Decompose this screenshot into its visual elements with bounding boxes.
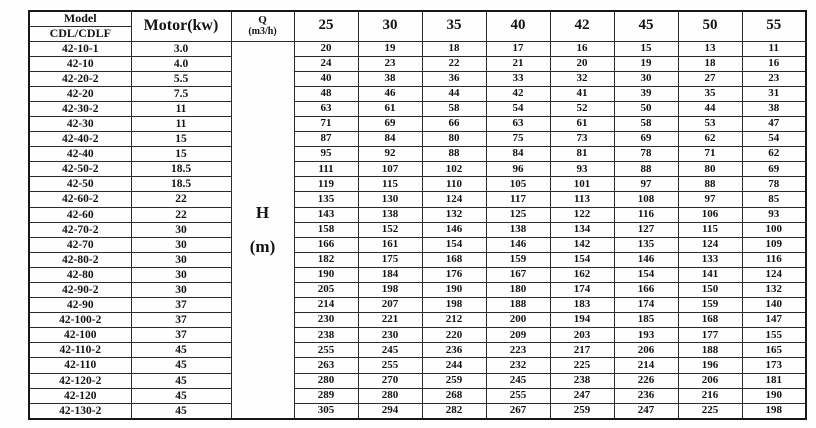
head-value-cell: 42 bbox=[486, 86, 550, 101]
flow-q-header bbox=[231, 11, 294, 41]
head-value-cell: 23 bbox=[742, 71, 806, 86]
model-cell: 42-90-2 bbox=[29, 283, 131, 298]
table-row bbox=[29, 252, 806, 267]
table-row bbox=[29, 388, 806, 403]
flow-column-header-50: 50 bbox=[678, 11, 742, 41]
head-value-cell: 225 bbox=[550, 358, 614, 373]
table-row bbox=[29, 207, 806, 222]
table-row bbox=[29, 162, 806, 177]
head-value-cell: 17 bbox=[486, 41, 550, 56]
head-value-cell: 280 bbox=[294, 373, 358, 388]
table-row bbox=[29, 328, 806, 343]
motor-kw-cell: 30 bbox=[131, 283, 231, 298]
head-value-cell: 282 bbox=[422, 403, 486, 419]
motor-kw-cell: 37 bbox=[131, 313, 231, 328]
head-value-cell: 245 bbox=[486, 373, 550, 388]
head-value-cell: 36 bbox=[422, 71, 486, 86]
head-value-cell: 30 bbox=[614, 71, 678, 86]
motor-kw-cell: 18.5 bbox=[131, 177, 231, 192]
flow-column-header-30: 30 bbox=[358, 11, 422, 41]
head-value-cell: 116 bbox=[742, 252, 806, 267]
head-value-cell: 124 bbox=[742, 267, 806, 282]
head-value-cell: 232 bbox=[486, 358, 550, 373]
head-value-cell: 223 bbox=[486, 343, 550, 358]
head-value-cell: 20 bbox=[550, 56, 614, 71]
table-row bbox=[29, 358, 806, 373]
model-cell: 42-60-2 bbox=[29, 192, 131, 207]
head-value-cell: 207 bbox=[358, 298, 422, 313]
model-cell: 42-60 bbox=[29, 207, 131, 222]
head-value-cell: 270 bbox=[358, 373, 422, 388]
head-value-cell: 194 bbox=[550, 313, 614, 328]
head-value-cell: 88 bbox=[614, 162, 678, 177]
motor-kw-cell: 11 bbox=[131, 116, 231, 131]
head-value-cell: 140 bbox=[742, 298, 806, 313]
head-value-cell: 216 bbox=[678, 388, 742, 403]
motor-kw-cell: 15 bbox=[131, 147, 231, 162]
model-cell: 42-80 bbox=[29, 267, 131, 282]
head-value-cell: 53 bbox=[678, 116, 742, 131]
head-value-cell: 132 bbox=[742, 283, 806, 298]
motor-kw-cell: 3.0 bbox=[131, 41, 231, 56]
head-value-cell: 159 bbox=[678, 298, 742, 313]
head-value-cell: 22 bbox=[422, 56, 486, 71]
head-value-cell: 263 bbox=[294, 358, 358, 373]
table-row bbox=[29, 403, 806, 419]
head-value-cell: 226 bbox=[614, 373, 678, 388]
head-value-cell: 143 bbox=[294, 207, 358, 222]
head-value-cell: 138 bbox=[358, 207, 422, 222]
head-value-cell: 247 bbox=[614, 403, 678, 419]
head-value-cell: 135 bbox=[294, 192, 358, 207]
head-value-cell: 50 bbox=[614, 101, 678, 116]
head-value-cell: 244 bbox=[422, 358, 486, 373]
head-value-cell: 35 bbox=[678, 86, 742, 101]
head-value-cell: 80 bbox=[422, 132, 486, 147]
flow-column-header-35: 35 bbox=[422, 11, 486, 41]
motor-kw-cell: 30 bbox=[131, 237, 231, 252]
head-value-cell: 88 bbox=[678, 177, 742, 192]
head-value-cell: 173 bbox=[742, 358, 806, 373]
head-value-cell: 154 bbox=[614, 267, 678, 282]
head-value-cell: 109 bbox=[742, 237, 806, 252]
head-value-cell: 18 bbox=[678, 56, 742, 71]
head-value-cell: 188 bbox=[486, 298, 550, 313]
head-value-cell: 152 bbox=[358, 222, 422, 237]
head-value-cell: 54 bbox=[742, 132, 806, 147]
head-value-cell: 217 bbox=[550, 343, 614, 358]
head-value-cell: 236 bbox=[614, 388, 678, 403]
head-value-cell: 214 bbox=[294, 298, 358, 313]
head-value-cell: 142 bbox=[550, 237, 614, 252]
head-value-cell: 62 bbox=[678, 132, 742, 147]
head-value-cell: 198 bbox=[358, 283, 422, 298]
head-value-cell: 174 bbox=[550, 283, 614, 298]
head-value-cell: 294 bbox=[358, 403, 422, 419]
motor-kw-cell: 18.5 bbox=[131, 162, 231, 177]
head-value-cell: 130 bbox=[358, 192, 422, 207]
head-value-cell: 181 bbox=[742, 373, 806, 388]
head-value-cell: 230 bbox=[358, 328, 422, 343]
head-value-cell: 147 bbox=[742, 313, 806, 328]
head-value-cell: 259 bbox=[422, 373, 486, 388]
table-header bbox=[29, 11, 806, 41]
head-value-cell: 206 bbox=[678, 373, 742, 388]
head-value-cell: 280 bbox=[358, 388, 422, 403]
model-cell: 42-30-2 bbox=[29, 101, 131, 116]
head-value-cell: 190 bbox=[422, 283, 486, 298]
head-value-cell: 116 bbox=[614, 207, 678, 222]
table-row bbox=[29, 41, 806, 56]
head-value-cell: 61 bbox=[358, 101, 422, 116]
table-row bbox=[29, 147, 806, 162]
motor-kw-cell: 45 bbox=[131, 388, 231, 403]
head-value-cell: 97 bbox=[614, 177, 678, 192]
head-value-cell: 15 bbox=[614, 41, 678, 56]
head-unit-label bbox=[231, 41, 294, 419]
head-value-cell: 183 bbox=[550, 298, 614, 313]
head-value-cell: 124 bbox=[422, 192, 486, 207]
head-value-cell: 78 bbox=[614, 147, 678, 162]
head-value-cell: 159 bbox=[486, 252, 550, 267]
motor-kw-cell: 37 bbox=[131, 328, 231, 343]
head-value-cell: 150 bbox=[678, 283, 742, 298]
head-value-cell: 245 bbox=[358, 343, 422, 358]
head-value-cell: 190 bbox=[294, 267, 358, 282]
head-value-cell: 209 bbox=[486, 328, 550, 343]
model-cell: 42-10 bbox=[29, 56, 131, 71]
head-value-cell: 38 bbox=[358, 71, 422, 86]
head-value-cell: 255 bbox=[294, 343, 358, 358]
table-row bbox=[29, 313, 806, 328]
head-value-cell: 212 bbox=[422, 313, 486, 328]
head-value-cell: 63 bbox=[486, 116, 550, 131]
head-value-cell: 115 bbox=[358, 177, 422, 192]
motor-kw-cell: 37 bbox=[131, 298, 231, 313]
model-cell: 42-100-2 bbox=[29, 313, 131, 328]
head-value-cell: 21 bbox=[486, 56, 550, 71]
head-value-cell: 73 bbox=[550, 132, 614, 147]
head-value-cell: 85 bbox=[742, 192, 806, 207]
head-value-cell: 16 bbox=[742, 56, 806, 71]
model-cell: 42-40 bbox=[29, 147, 131, 162]
head-value-cell: 110 bbox=[422, 177, 486, 192]
head-value-cell: 27 bbox=[678, 71, 742, 86]
head-value-cell: 198 bbox=[422, 298, 486, 313]
motor-kw-cell: 7.5 bbox=[131, 86, 231, 101]
head-value-cell: 78 bbox=[742, 177, 806, 192]
head-value-cell: 165 bbox=[742, 343, 806, 358]
head-value-cell: 16 bbox=[550, 41, 614, 56]
head-value-cell: 198 bbox=[742, 403, 806, 419]
model-cell: 42-20 bbox=[29, 86, 131, 101]
head-value-cell: 44 bbox=[678, 101, 742, 116]
table-row bbox=[29, 222, 806, 237]
table-row bbox=[29, 192, 806, 207]
head-value-cell: 40 bbox=[294, 71, 358, 86]
head-value-cell: 63 bbox=[294, 101, 358, 116]
table-row bbox=[29, 373, 806, 388]
head-value-cell: 31 bbox=[742, 86, 806, 101]
head-value-cell: 87 bbox=[294, 132, 358, 147]
head-value-cell: 203 bbox=[550, 328, 614, 343]
model-cell: 42-100 bbox=[29, 328, 131, 343]
head-value-cell: 108 bbox=[614, 192, 678, 207]
motor-kw-cell: 45 bbox=[131, 343, 231, 358]
head-value-cell: 32 bbox=[550, 71, 614, 86]
head-value-cell: 305 bbox=[294, 403, 358, 419]
motor-kw-cell: 5.5 bbox=[131, 71, 231, 86]
head-value-cell: 138 bbox=[486, 222, 550, 237]
head-value-cell: 255 bbox=[486, 388, 550, 403]
head-value-cell: 13 bbox=[678, 41, 742, 56]
head-value-cell: 180 bbox=[486, 283, 550, 298]
h-symbol-label: H bbox=[255, 202, 270, 222]
model-cell: 42-20-2 bbox=[29, 71, 131, 86]
head-value-cell: 81 bbox=[550, 147, 614, 162]
head-value-cell: 115 bbox=[678, 222, 742, 237]
head-value-cell: 107 bbox=[358, 162, 422, 177]
head-value-cell: 66 bbox=[422, 116, 486, 131]
head-value-cell: 174 bbox=[614, 298, 678, 313]
head-value-cell: 175 bbox=[358, 252, 422, 267]
head-value-cell: 247 bbox=[550, 388, 614, 403]
head-value-cell: 155 bbox=[742, 328, 806, 343]
head-value-cell: 230 bbox=[294, 313, 358, 328]
head-value-cell: 38 bbox=[742, 101, 806, 116]
head-value-cell: 146 bbox=[486, 237, 550, 252]
head-value-cell: 80 bbox=[678, 162, 742, 177]
head-value-cell: 225 bbox=[678, 403, 742, 419]
head-value-cell: 92 bbox=[358, 147, 422, 162]
motor-kw-cell: 22 bbox=[131, 207, 231, 222]
table-row bbox=[29, 267, 806, 282]
model-cell: 42-50 bbox=[29, 177, 131, 192]
head-value-cell: 102 bbox=[422, 162, 486, 177]
head-value-cell: 71 bbox=[678, 147, 742, 162]
model-series-header: CDL/CDLF bbox=[29, 26, 131, 41]
head-value-cell: 46 bbox=[358, 86, 422, 101]
head-value-cell: 75 bbox=[486, 132, 550, 147]
head-value-cell: 111 bbox=[294, 162, 358, 177]
head-value-cell: 193 bbox=[614, 328, 678, 343]
head-value-cell: 177 bbox=[678, 328, 742, 343]
head-value-cell: 71 bbox=[294, 116, 358, 131]
model-cell: 42-70 bbox=[29, 237, 131, 252]
flow-column-header-45: 45 bbox=[614, 11, 678, 41]
head-value-cell: 58 bbox=[422, 101, 486, 116]
table-row bbox=[29, 86, 806, 101]
head-value-cell: 206 bbox=[614, 343, 678, 358]
head-value-cell: 255 bbox=[358, 358, 422, 373]
head-value-cell: 214 bbox=[614, 358, 678, 373]
model-cell: 42-120 bbox=[29, 388, 131, 403]
model-cell: 42-40-2 bbox=[29, 132, 131, 147]
head-value-cell: 54 bbox=[486, 101, 550, 116]
table-row bbox=[29, 283, 806, 298]
q-symbol-label: Q bbox=[258, 14, 267, 27]
head-value-cell: 23 bbox=[358, 56, 422, 71]
head-value-cell: 166 bbox=[614, 283, 678, 298]
head-value-cell: 238 bbox=[294, 328, 358, 343]
motor-kw-cell: 30 bbox=[131, 267, 231, 282]
head-value-cell: 47 bbox=[742, 116, 806, 131]
head-value-cell: 185 bbox=[614, 313, 678, 328]
head-value-cell: 69 bbox=[358, 116, 422, 131]
motor-kw-cell: 11 bbox=[131, 101, 231, 116]
table-row bbox=[29, 56, 806, 71]
head-value-cell: 19 bbox=[614, 56, 678, 71]
head-value-cell: 141 bbox=[678, 267, 742, 282]
head-value-cell: 196 bbox=[678, 358, 742, 373]
head-value-cell: 93 bbox=[742, 207, 806, 222]
model-cell: 42-30 bbox=[29, 116, 131, 131]
head-value-cell: 41 bbox=[550, 86, 614, 101]
motor-kw-cell: 30 bbox=[131, 222, 231, 237]
table-row bbox=[29, 177, 806, 192]
head-value-cell: 105 bbox=[486, 177, 550, 192]
head-value-cell: 18 bbox=[422, 41, 486, 56]
model-cell: 42-80-2 bbox=[29, 252, 131, 267]
head-value-cell: 259 bbox=[550, 403, 614, 419]
motor-kw-cell: 45 bbox=[131, 403, 231, 419]
head-value-cell: 127 bbox=[614, 222, 678, 237]
head-value-cell: 84 bbox=[486, 147, 550, 162]
head-value-cell: 167 bbox=[486, 267, 550, 282]
head-value-cell: 135 bbox=[614, 237, 678, 252]
motor-kw-cell: 22 bbox=[131, 192, 231, 207]
model-header: Model bbox=[29, 11, 131, 26]
flow-column-header-55: 55 bbox=[742, 11, 806, 41]
table-row bbox=[29, 343, 806, 358]
head-value-cell: 33 bbox=[486, 71, 550, 86]
head-value-cell: 190 bbox=[742, 388, 806, 403]
head-value-cell: 97 bbox=[678, 192, 742, 207]
head-value-cell: 125 bbox=[486, 207, 550, 222]
head-value-cell: 20 bbox=[294, 41, 358, 56]
head-value-cell: 188 bbox=[678, 343, 742, 358]
head-value-cell: 289 bbox=[294, 388, 358, 403]
table-row bbox=[29, 101, 806, 116]
head-value-cell: 101 bbox=[550, 177, 614, 192]
table-row bbox=[29, 237, 806, 252]
head-value-cell: 220 bbox=[422, 328, 486, 343]
pump-performance-table bbox=[28, 10, 807, 420]
head-value-cell: 48 bbox=[294, 86, 358, 101]
head-value-cell: 84 bbox=[358, 132, 422, 147]
head-value-cell: 166 bbox=[294, 237, 358, 252]
head-value-cell: 113 bbox=[550, 192, 614, 207]
head-value-cell: 238 bbox=[550, 373, 614, 388]
table-row bbox=[29, 116, 806, 131]
table-row bbox=[29, 132, 806, 147]
head-value-cell: 95 bbox=[294, 147, 358, 162]
head-value-cell: 168 bbox=[422, 252, 486, 267]
head-value-cell: 267 bbox=[486, 403, 550, 419]
head-value-cell: 24 bbox=[294, 56, 358, 71]
model-cell: 42-90 bbox=[29, 298, 131, 313]
header-row-top bbox=[29, 11, 806, 26]
model-cell: 42-70-2 bbox=[29, 222, 131, 237]
head-value-cell: 154 bbox=[550, 252, 614, 267]
motor-kw-cell: 45 bbox=[131, 358, 231, 373]
head-value-cell: 39 bbox=[614, 86, 678, 101]
head-value-cell: 58 bbox=[614, 116, 678, 131]
table-row bbox=[29, 71, 806, 86]
head-value-cell: 176 bbox=[422, 267, 486, 282]
head-value-cell: 158 bbox=[294, 222, 358, 237]
pump-table-body bbox=[29, 41, 806, 419]
head-value-cell: 100 bbox=[742, 222, 806, 237]
head-value-cell: 52 bbox=[550, 101, 614, 116]
head-value-cell: 11 bbox=[742, 41, 806, 56]
motor-kw-cell: 4.0 bbox=[131, 56, 231, 71]
head-value-cell: 162 bbox=[550, 267, 614, 282]
head-value-cell: 132 bbox=[422, 207, 486, 222]
head-value-cell: 61 bbox=[550, 116, 614, 131]
head-value-cell: 221 bbox=[358, 313, 422, 328]
motor-kw-cell: 30 bbox=[131, 252, 231, 267]
head-value-cell: 122 bbox=[550, 207, 614, 222]
head-value-cell: 205 bbox=[294, 283, 358, 298]
model-cell: 42-110-2 bbox=[29, 343, 131, 358]
head-value-cell: 119 bbox=[294, 177, 358, 192]
model-cell: 42-10-1 bbox=[29, 41, 131, 56]
motor-kw-cell: 45 bbox=[131, 373, 231, 388]
head-value-cell: 93 bbox=[550, 162, 614, 177]
head-value-cell: 268 bbox=[422, 388, 486, 403]
head-value-cell: 168 bbox=[678, 313, 742, 328]
head-value-cell: 146 bbox=[614, 252, 678, 267]
head-value-cell: 19 bbox=[358, 41, 422, 56]
head-value-cell: 134 bbox=[550, 222, 614, 237]
table-row bbox=[29, 298, 806, 313]
head-value-cell: 133 bbox=[678, 252, 742, 267]
head-value-cell: 161 bbox=[358, 237, 422, 252]
head-value-cell: 96 bbox=[486, 162, 550, 177]
head-value-cell: 62 bbox=[742, 147, 806, 162]
model-cell: 42-120-2 bbox=[29, 373, 131, 388]
q-unit-label: (m3/h) bbox=[248, 25, 277, 37]
head-value-cell: 106 bbox=[678, 207, 742, 222]
head-value-cell: 182 bbox=[294, 252, 358, 267]
model-cell: 42-130-2 bbox=[29, 403, 131, 419]
flow-column-header-40: 40 bbox=[486, 11, 550, 41]
head-value-cell: 124 bbox=[678, 237, 742, 252]
head-value-cell: 184 bbox=[358, 267, 422, 282]
h-unit-m-label: (m) bbox=[249, 236, 276, 256]
flow-column-header-25: 25 bbox=[294, 11, 358, 41]
head-value-cell: 69 bbox=[742, 162, 806, 177]
head-value-cell: 88 bbox=[422, 147, 486, 162]
motor-kw-cell: 15 bbox=[131, 132, 231, 147]
head-value-cell: 236 bbox=[422, 343, 486, 358]
head-value-cell: 146 bbox=[422, 222, 486, 237]
motor-header: Motor(kw) bbox=[131, 11, 231, 41]
model-cell: 42-50-2 bbox=[29, 162, 131, 177]
head-value-cell: 69 bbox=[614, 132, 678, 147]
head-value-cell: 44 bbox=[422, 86, 486, 101]
head-value-cell: 154 bbox=[422, 237, 486, 252]
model-cell: 42-110 bbox=[29, 358, 131, 373]
head-value-cell: 200 bbox=[486, 313, 550, 328]
head-value-cell: 117 bbox=[486, 192, 550, 207]
flow-column-header-42: 42 bbox=[550, 11, 614, 41]
